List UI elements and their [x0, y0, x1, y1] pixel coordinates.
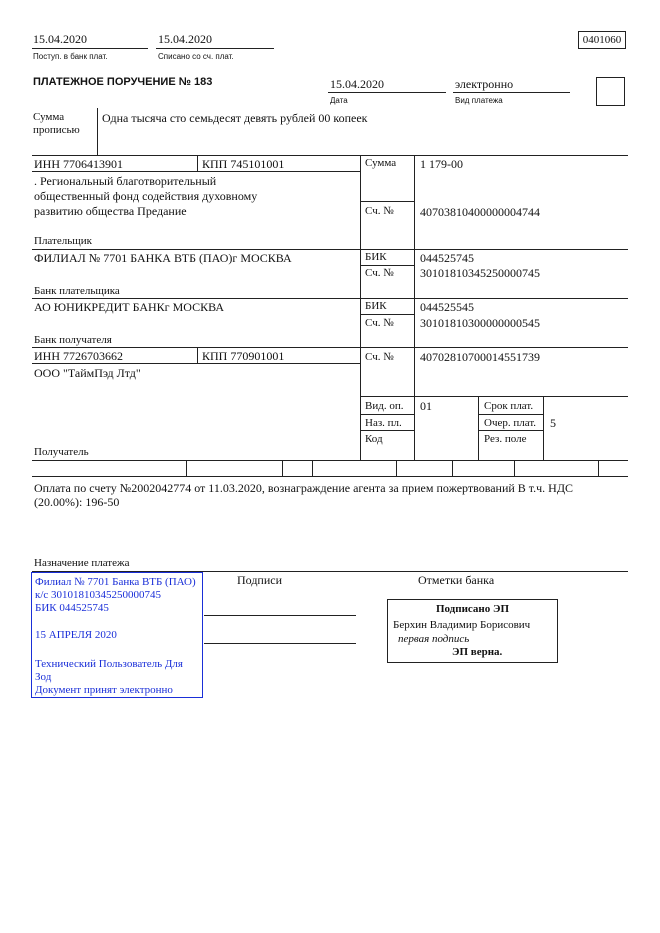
payer-inn: ИНН 7706413901	[34, 157, 123, 171]
grid-line	[197, 155, 198, 171]
payee-bank-label: Банк получателя	[34, 334, 112, 346]
form-code: 0401060	[582, 34, 622, 46]
grid-line	[478, 396, 479, 460]
grid-line	[32, 249, 628, 250]
grid-line	[32, 155, 628, 156]
ocher-value: 5	[550, 416, 556, 430]
payee-inn: ИНН 7726703662	[34, 349, 123, 363]
e-signature-verified: ЭП верна.	[452, 646, 503, 658]
grid-line	[197, 347, 198, 363]
document-date-label: Дата	[330, 96, 348, 105]
bank-marks-label: Отметки банка	[418, 573, 495, 587]
bank-stamp	[31, 572, 203, 698]
received-date-label: Поступ. в банк плат.	[33, 52, 108, 61]
document-date-underline	[328, 92, 446, 93]
purpose-text-line-2: (20.00%): 196-50	[34, 495, 120, 509]
grid-line	[282, 460, 283, 476]
payee-kpp: КПП 770901001	[202, 349, 285, 363]
debited-date-underline	[156, 48, 274, 49]
grid-line	[32, 347, 628, 348]
ocher-label: Очер. плат.	[484, 417, 537, 429]
rez-label: Рез. поле	[484, 433, 527, 445]
kod-label: Код	[365, 433, 383, 445]
payment-type-underline	[453, 92, 570, 93]
payer-kpp: КПП 745101001	[202, 157, 285, 171]
payer-name-line-1: . Региональный благотворительный	[34, 174, 217, 188]
payer-label: Плательщик	[34, 235, 92, 247]
stamp-line: БИК 044525745	[35, 602, 109, 614]
e-signature-role: первая подпись	[398, 633, 470, 645]
payee-name: ООО "ТаймПэд Лтд"	[34, 366, 141, 380]
e-signature-signer: Берхин Владимир Борисович	[393, 619, 531, 631]
grid-line	[360, 396, 628, 397]
grid-line	[360, 414, 414, 415]
grid-line	[32, 476, 628, 477]
stamp-date: 15 АПРЕЛЯ 2020	[35, 629, 117, 641]
e-signature-box	[387, 599, 558, 663]
grid-line	[478, 414, 543, 415]
grid-line	[452, 460, 453, 476]
grid-line	[360, 430, 414, 431]
payer-bank-account-label: Сч. №	[365, 267, 394, 279]
payee-label: Получатель	[34, 446, 89, 458]
payer-name-line-2: общественный фонд содействия духовному	[34, 189, 258, 203]
stamp-line: к/с 30101810345250000745	[35, 589, 162, 601]
srok-label: Срок плат.	[484, 400, 534, 412]
e-signature-title: Подписано ЭП	[435, 603, 510, 615]
amount-words-value: Одна тысяча сто семьдесят девять рублей 00 копеек	[102, 111, 368, 125]
amount-words-divider	[97, 108, 98, 155]
grid-line	[360, 201, 414, 202]
amount-value: 1 179-00	[420, 157, 463, 171]
grid-line	[186, 460, 187, 476]
amount-words-label-1: Сумма	[33, 111, 65, 123]
signature-line-2	[204, 643, 356, 644]
grid-line	[414, 155, 415, 460]
grid-line	[543, 396, 544, 460]
form-code-box	[578, 31, 626, 49]
amount-label: Сумма	[365, 157, 397, 169]
payer-account-label: Сч. №	[365, 205, 394, 217]
grid-line	[32, 298, 628, 299]
payment-type-label: Вид платежа	[455, 96, 503, 105]
grid-line	[478, 430, 543, 431]
document-date: 15.04.2020	[330, 77, 384, 91]
grid-line	[312, 460, 313, 476]
status-box	[596, 77, 625, 106]
grid-line	[32, 460, 628, 461]
payer-bank-name: ФИЛИАЛ № 7701 БАНКА ВТБ (ПАО)г МОСКВА	[34, 251, 292, 265]
payee-bank-bik-label: БИК	[365, 300, 387, 312]
payee-bank-bik: 044525545	[420, 300, 474, 314]
stamp-line: Филиал № 7701 Банка ВТБ (ПАО)	[35, 576, 196, 588]
payee-bank-account: 30101810300000000545	[420, 316, 540, 330]
debited-date-label: Списано со сч. плат.	[158, 52, 234, 61]
payer-bank-account: 30101810345250000745	[420, 266, 540, 280]
document-title: ПЛАТЕЖНОЕ ПОРУЧЕНИЕ № 183	[33, 76, 213, 88]
payer-bank-label: Банк плательщика	[34, 285, 120, 297]
payee-account: 40702810700014551739	[420, 350, 540, 364]
payee-bank-name: АО ЮНИКРЕДИТ БАНКг МОСКВА	[34, 300, 224, 314]
payee-account-label: Сч. №	[365, 351, 394, 363]
signature-line-1	[204, 615, 356, 616]
debited-date: 15.04.2020	[158, 32, 212, 46]
purpose-label: Назначение платежа	[34, 557, 130, 569]
payee-bank-account-label: Сч. №	[365, 317, 394, 329]
payer-name-line-3: развитию общества Предание	[34, 204, 187, 218]
stamp-line: Зод	[35, 671, 52, 683]
vid-op-value: 01	[420, 399, 432, 413]
received-date-underline	[32, 48, 148, 49]
grid-line	[360, 265, 414, 266]
naz-pl-label: Наз. пл.	[365, 417, 402, 429]
grid-line	[396, 460, 397, 476]
payer-account: 40703810400000004744	[420, 205, 540, 219]
stamp-line: Технический Пользователь Для	[35, 658, 183, 670]
grid-line	[598, 460, 599, 476]
payment-type: электронно	[455, 77, 514, 91]
stamp-line: Документ принят электронно	[35, 684, 173, 696]
received-date: 15.04.2020	[33, 32, 87, 46]
amount-words-label-2: прописью	[33, 124, 80, 136]
payer-bank-bik: 044525745	[420, 251, 474, 265]
vid-op-label: Вид. оп.	[365, 400, 404, 412]
payer-bank-bik-label: БИК	[365, 251, 387, 263]
grid-line	[360, 314, 414, 315]
signatures-label: Подписи	[237, 573, 283, 587]
purpose-text-line-1: Оплата по счету №2002042774 от 11.03.2020, вознаграждение агента за прием пожертвований В т.ч. НДС	[34, 481, 574, 495]
grid-line	[514, 460, 515, 476]
